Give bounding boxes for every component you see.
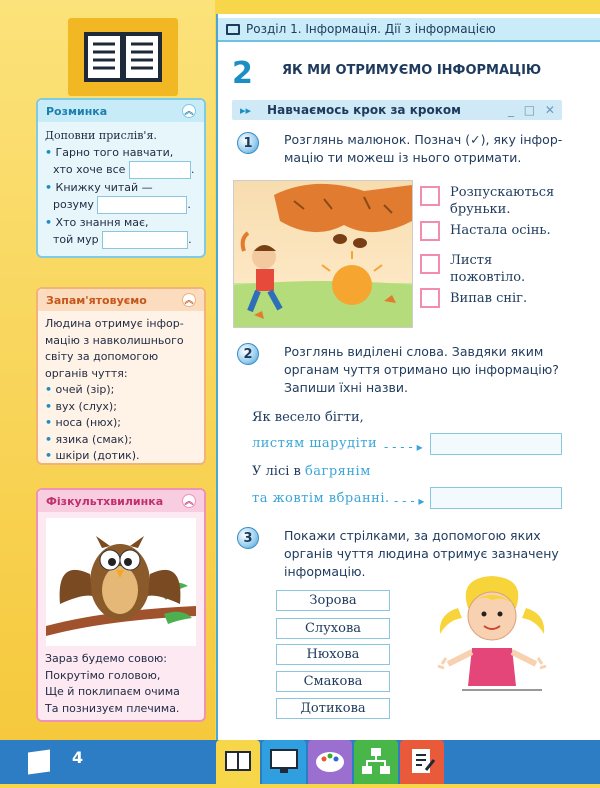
collapse-icon[interactable]: ︽ bbox=[182, 293, 196, 307]
warmup-card: Розминка ︽ Доповни прислів'я. • Гарно того навчати, хто хоче все . • Книжку читай — розуму . • Хто знання має, той мур . bbox=[36, 98, 206, 258]
arrow-right-icon: - - - - ▸ bbox=[384, 440, 423, 454]
step-bar-title: Навчаємось крок за кроком bbox=[267, 103, 461, 117]
option-text: Листя bbox=[450, 253, 493, 268]
organ-item: вух (слух); bbox=[55, 399, 117, 413]
organ-item: шкіри (дотик). bbox=[55, 449, 140, 462]
book-tab-icon bbox=[216, 740, 260, 784]
palette-icon bbox=[308, 740, 352, 784]
sense-box-olfactory[interactable]: Нюхова bbox=[276, 644, 390, 665]
autumn-illustration bbox=[233, 180, 413, 328]
sense-box-visual[interactable]: Зорова bbox=[276, 590, 390, 611]
exercise-title: Фізкультхвилинка bbox=[46, 494, 164, 508]
task3-text-line: Покажи стрілками, за допомогою яких bbox=[284, 528, 541, 543]
sense-box-gustatory[interactable]: Смакова bbox=[276, 671, 390, 692]
task-number-2: 2 bbox=[237, 343, 259, 365]
tab-algorithm[interactable] bbox=[354, 740, 398, 784]
exercise-header bbox=[38, 490, 204, 512]
warmup-instruction: Доповни прислів'я. bbox=[45, 129, 157, 142]
page-number: 4 bbox=[72, 748, 84, 767]
sense-box-auditory[interactable]: Слухова bbox=[276, 618, 390, 639]
exercise-line: Ще й поклипаєм очима bbox=[45, 685, 180, 698]
tab-palette[interactable] bbox=[308, 740, 352, 784]
double-arrow-icon: ▸▸ bbox=[240, 103, 252, 117]
option-text: пожовтіло. bbox=[450, 270, 526, 285]
poem-highlight: листям шарудіти bbox=[252, 436, 378, 451]
organ-item: язика (смак); bbox=[55, 432, 133, 446]
open-book-icon bbox=[68, 18, 178, 96]
task2-text-line: органам чуття отримано цю інформацію? bbox=[284, 362, 559, 377]
task1-text-line: Розглянь малюнок. Познач (✓), яку інфор- bbox=[284, 132, 563, 147]
option-autumn: Настала осінь. bbox=[450, 223, 551, 238]
remember-header bbox=[38, 289, 204, 311]
poem-highlight: та жовтім вбранні. bbox=[252, 491, 390, 506]
section-title: Розділ 1. Інформація. Дії з інформацією bbox=[246, 22, 496, 36]
remember-text: світу за допомогою bbox=[45, 350, 159, 363]
lesson-number: 2 bbox=[232, 56, 253, 91]
task3-text-line: органів чуття людина отримує зазначену bbox=[284, 546, 559, 561]
document-edit-icon bbox=[400, 740, 444, 784]
exercise-line: Покрутімо головою, bbox=[45, 668, 161, 682]
book-logo bbox=[68, 18, 178, 96]
girl-icon bbox=[432, 568, 552, 698]
proverb-answer-field[interactable] bbox=[129, 161, 191, 179]
monitor-icon bbox=[262, 740, 306, 784]
remember-text: Людина отримує інфор- bbox=[45, 317, 184, 330]
exercise-line: Зараз будемо совою: bbox=[45, 652, 168, 665]
remember-title: Запам'ятовуємо bbox=[46, 293, 147, 307]
proverb-answer-field[interactable] bbox=[97, 196, 187, 214]
option-checkbox[interactable] bbox=[420, 186, 440, 206]
option-snow: Випав сніг. bbox=[450, 291, 528, 306]
exercise-card bbox=[36, 488, 206, 722]
flowchart-icon bbox=[354, 740, 398, 784]
poem-text: У лісі в bbox=[252, 464, 305, 479]
task1-text-line: мацію ти можеш із нього отримати. bbox=[284, 150, 522, 165]
poem-line: Як весело бігти, bbox=[252, 410, 364, 425]
organ-item: носа (нюх); bbox=[55, 416, 121, 429]
option-checkbox[interactable] bbox=[420, 288, 440, 308]
option-checkbox[interactable] bbox=[420, 221, 440, 241]
warmup-header bbox=[38, 100, 204, 122]
step-bar bbox=[232, 100, 562, 120]
option-checkbox[interactable] bbox=[420, 254, 440, 274]
sense-box-tactile[interactable]: Дотикова bbox=[276, 698, 390, 719]
option-buds bbox=[450, 184, 554, 218]
option-text: бруньки. bbox=[450, 202, 511, 217]
proverb-line: Книжку читай — bbox=[55, 181, 153, 194]
owl-icon bbox=[46, 518, 196, 646]
task2-text-line: Розглянь виділені слова. Завдяки яким bbox=[284, 344, 544, 359]
option-leaves bbox=[450, 252, 525, 286]
task2-text-line: Запиши їхні назви. bbox=[284, 380, 408, 395]
lesson-title: ЯК МИ ОТРИМУЄМО ІНФОРМАЦІЮ bbox=[282, 63, 542, 78]
task-number-3: 3 bbox=[237, 527, 259, 549]
proverb-line: той мур bbox=[53, 233, 99, 246]
exercise-line: Та познизуєм плечима. bbox=[45, 701, 180, 715]
organ-item: очей (зір); bbox=[55, 383, 115, 396]
remember-text: мацію з навколишнього bbox=[45, 333, 184, 347]
warmup-title: Розминка bbox=[46, 104, 108, 118]
autumn-scene-icon bbox=[234, 181, 413, 328]
poem-line bbox=[252, 464, 371, 479]
poem-highlight: багрянім bbox=[304, 464, 371, 479]
collapse-icon[interactable]: ︽ bbox=[182, 494, 196, 508]
owl-illustration bbox=[46, 518, 196, 646]
proverb-line: розуму bbox=[53, 198, 94, 211]
collapse-icon[interactable]: ︽ bbox=[182, 104, 196, 118]
girl-illustration bbox=[432, 568, 552, 702]
tab-document[interactable] bbox=[400, 740, 444, 784]
tab-computer[interactable] bbox=[262, 740, 306, 784]
task1-text bbox=[284, 131, 594, 167]
task3-text-line: інформацію. bbox=[284, 564, 366, 579]
computer-icon bbox=[226, 24, 240, 35]
proverb-line: хто хоче все bbox=[53, 163, 126, 176]
answer-field-hearing[interactable] bbox=[430, 433, 562, 455]
window-controls-icon: _ □ ✕ bbox=[507, 103, 558, 117]
page-flag-icon bbox=[28, 749, 50, 774]
tab-book[interactable] bbox=[216, 740, 260, 784]
proverb-line: Гарно того навчати, bbox=[55, 146, 174, 159]
section-header bbox=[218, 18, 600, 42]
arrow-right-icon: - - - ▸ bbox=[394, 494, 425, 508]
remember-text: органів чуття: bbox=[45, 366, 128, 380]
proverb-answer-field[interactable] bbox=[102, 231, 188, 249]
answer-field-sight[interactable] bbox=[430, 487, 562, 509]
option-text: Розпускаються bbox=[450, 185, 555, 200]
task-number-1: 1 bbox=[237, 132, 259, 154]
remember-card: Запам'ятовуємо ︽ Людина отримує інфор- мацію з навколишнього світу за допомогою органів чуття: • очей (зір); • вух (слух); • носа (нюх); • язика (смак); • шкіри (дотик). bbox=[36, 287, 206, 465]
task2-text bbox=[284, 343, 594, 397]
proverb-line: Хто знання має, bbox=[55, 216, 149, 229]
